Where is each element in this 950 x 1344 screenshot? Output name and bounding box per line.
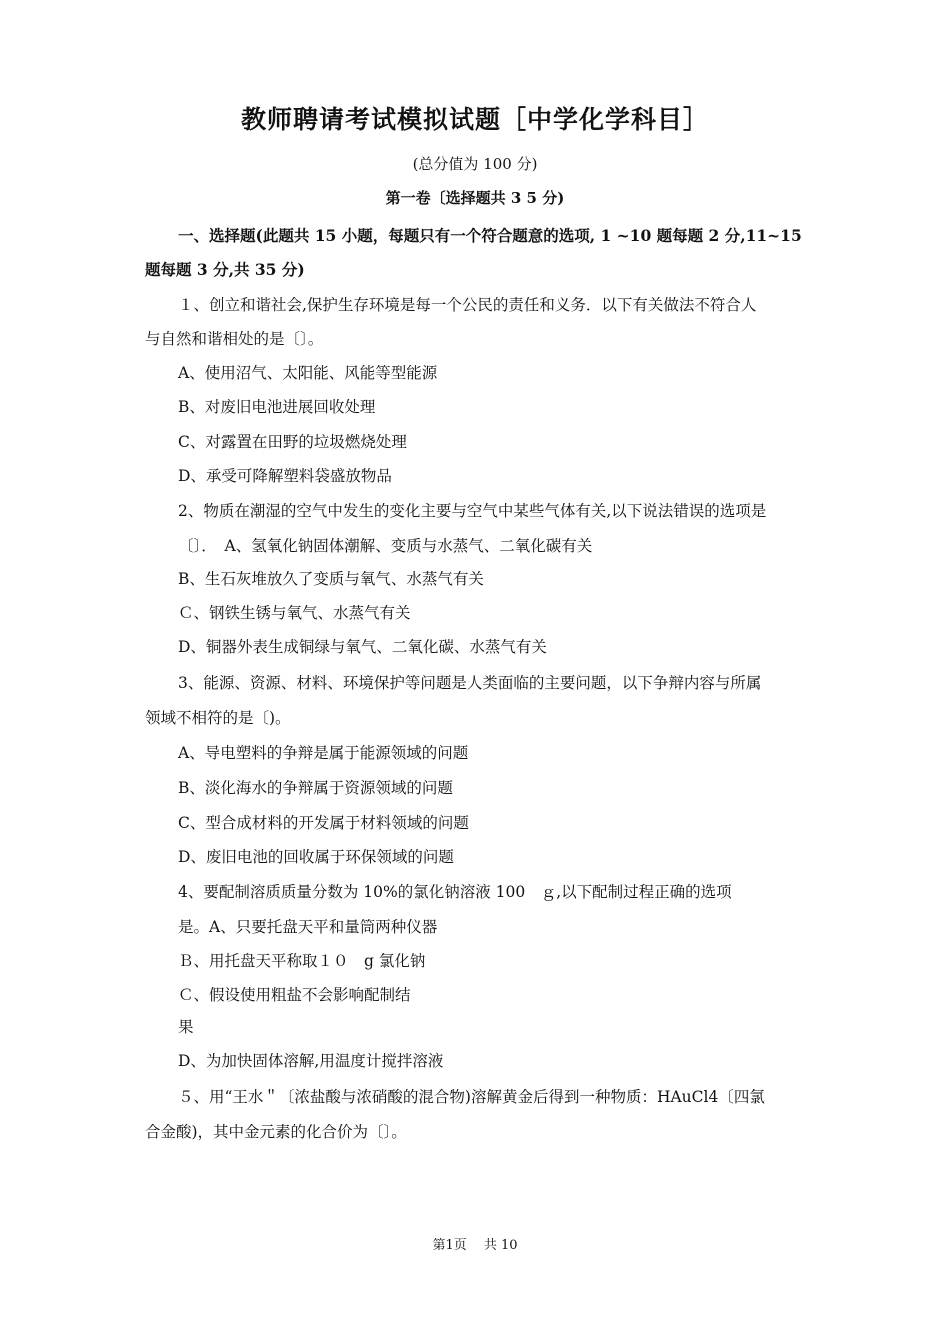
section-title: 第一卷〔选择题共 3 5 分): [385, 189, 565, 207]
instruction-line: 题每题 3 分,共 35 分): [145, 260, 305, 279]
question-line: 领域不相符的是〔)。: [145, 709, 291, 727]
page-subtitle: (总分值为 100 分): [412, 155, 538, 173]
option-line: C、型合成材料的开发属于材料领域的问题: [178, 814, 469, 832]
question-line: 与自然和谐相处的是〔〕。: [145, 330, 324, 348]
question-line: 4、要配制溶质质量分数为 10%的氯化钠溶液 100 ｇ,以下配制过程正确的选项: [178, 883, 732, 901]
question-line: 3、能源、资源、材料、环境保护等问题是人类面临的主要问题，以下争辩内容与所属: [178, 674, 762, 692]
option-line: B、对废旧电池进展回收处理: [178, 398, 376, 416]
question-line: 〔〕． A、氢氧化钠固体潮解、变质与水蒸气、二氧化碳有关: [178, 537, 593, 555]
option-line: A、使用沼气、太阳能、风能等型能源: [178, 364, 438, 382]
option-line: 果: [178, 1018, 194, 1036]
option-line: C、对露置在田野的垃圾燃烧处理: [178, 433, 407, 451]
page-footer: 第1页 共 10: [432, 1238, 518, 1253]
option-line: B、生石灰堆放久了变质与氧气、水蒸气有关: [178, 570, 484, 588]
option-line: D、为加快固体溶解,用温度计搅拌溶液: [178, 1052, 444, 1070]
question-line: 2、物质在潮湿的空气中发生的变化主要与空气中某些气体有关,以下说法错误的选项是: [178, 502, 767, 520]
option-line: B、淡化海水的争辩属于资源领域的问题: [178, 779, 453, 797]
option-line: D、承受可降解塑料袋盛放物品: [178, 467, 392, 485]
option-line: Ｃ、钢铁生锈与氧气、水蒸气有关: [178, 604, 411, 622]
question-line: １、创立和谐社会,保护生存环境是每一个公民的责任和义务．以下有关做法不符合人: [178, 296, 757, 314]
option-line: Ｃ、假设使用粗盐不会影响配制结: [178, 986, 411, 1004]
question-line: 是。A、只要托盘天平和量筒两种仪器: [178, 918, 438, 936]
question-line: 合金酸)，其中金元素的化合价为〔〕。: [145, 1123, 407, 1141]
page-title: 教师聘请考试模拟试题［中学化学科目］: [240, 105, 709, 134]
instruction-line: 一、选择题(此题共 15 小题，每题只有一个符合题意的选项, 1 ~10 题每题 2 分,11~15: [178, 226, 802, 245]
option-line: D、废旧电池的回收属于环保领域的问题: [178, 848, 454, 866]
option-line: Ｂ、用托盘天平称取１０ g 氯化钠: [178, 952, 426, 970]
question-line: ５、用“王水＂〔浓盐酸与浓硝酸的混合物)溶解黄金后得到一种物质：HAuCl4〔四氯: [178, 1088, 765, 1106]
option-line: A、导电塑料的争辩是属于能源领域的问题: [178, 744, 469, 762]
option-line: D、铜器外表生成铜绿与氧气、二氧化碳、水蒸气有关: [178, 638, 547, 656]
